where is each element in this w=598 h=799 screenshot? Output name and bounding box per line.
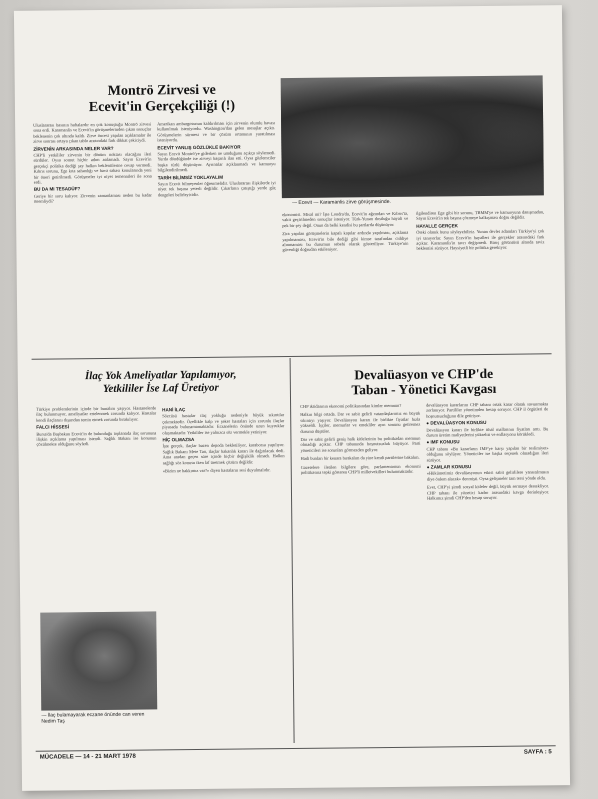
article3-subhead-1: ● DEVALÜASYON KONUSU <box>426 420 487 426</box>
article1-subhead-5: HAYALLE GERÇEK <box>416 223 459 229</box>
article-montro <box>28 49 551 354</box>
article3-headline-line2: Taban - Yönetici Kavgası <box>351 380 497 398</box>
article2-subhead-1: FALCI HİSSESİ <box>36 424 69 430</box>
article3-col2-text3: CHP tabanı «Bu kararların IMF'ye karşı yapılan bir teslimiyet» olduğunu söylüyor. Yöneticiler ise başka seçenek olmadığını ileri sürüyor. <box>426 445 549 463</box>
article1-photo <box>281 75 544 198</box>
article3-column-1 <box>300 403 423 738</box>
article3-col2-text5: Evet, CHP'yi şimdi sosyal kitleler değil, büyük sermaye destekliyor. CHP tabanı ile yönetici kadro arasındaki kavga derinleşiyor. Halkımız şimdi CHP'den hesap soruyor. <box>426 483 550 501</box>
article2-col2-text: Sözcüsü hastalar ilaç yokluğu nedeniyle büyük sıkıntılar çekmektedir. Özellikle kalp ve şeker hastaları için zorunlu ilaçlar piyasada bulunamamaktadır. Eczanelerin önünde uzun kuyruklar oluşmaktadır. Yetkililer ise yalnızca söz vermekle yetiniyor. <box>162 412 285 435</box>
article1-subhead-4: TARİH BİLİMSİZ YOKLAYALIM <box>157 174 224 181</box>
article3-col2-text4: «Hükümetimiz devalüasyonun etkisi sabit gelirlilere yansıtılmasın diye önlem alacak» denmişti. Oysa gelişmeler tam tersi yönde oldu. <box>426 469 549 482</box>
article1-headline-line2: Ecevit'in Gerçekçiliği (!) <box>88 98 236 116</box>
article1-subhead-3: ECEVİT YANLIŞ GÖZLÜKLE BAKIYOR <box>157 144 241 151</box>
article3-col1-text: CHP iktidarının ekonomi politikasından kimler memnun? <box>300 402 402 409</box>
article3-subhead-2: ● IMF KONUSU <box>426 439 460 446</box>
article3-col1-text3: Dar ve sabit gelirli geniş halk kitlelerinin bu politikadan memnun olmadığı açıktır. CHP tabanında hoşnutsuzluk büyüyor. Parti yöneticileri ise sorunları görmezden geliyor. <box>300 435 421 453</box>
article1-col4-text: ilgilendiren Ege gibi bir sorunu, TBMM'ye ve kamuoyuna danışmadan, Sayın Ecevit'in tek başına çözmeye kalkışması doğru değildir. <box>416 209 545 222</box>
article3-headline-line1: Devalüasyon ve CHP'de <box>354 365 494 383</box>
article3-subhead-3: ● ZAMLAR KONUSU <box>426 464 472 470</box>
article2-subhead-2: HANİ İLAÇ <box>162 407 186 413</box>
article2-col2-text3: «Bizim ne hakkımız var?» diyen hastaların sesi duyulmalıdır. <box>162 467 271 474</box>
article2-headline-line2: Yetkililer İse Laf Üretiyor <box>102 381 219 395</box>
article2-photo <box>40 611 157 710</box>
article2-col1-text: Türkiye problemlerinin içinde bir bunalım yaşıyor. Hastanelerde ilaç bulunmuyor, ameliyatlar ertelenmek zorunda kalıyor. Hastalar kendi ilaçlarını dışarıdan temin etmek zorunda bırakılıyor. <box>36 405 157 423</box>
article1-column-4 <box>416 209 545 348</box>
article1-col2-text3: Sayın Ecevit bilmeyenler öğrenmelidir. Uluslararası ilişkilerde iyi niyet tek başına yeterli değildir. Çıkarların çatıştığı yerde güç dengeleri belirleyicidir. <box>157 180 276 198</box>
article1-subhead-1: ZİRVENİN ARKASINDA NELER VAR? <box>33 145 114 152</box>
article1-col2-text: Amerikan ambargosunun kaldırılması için zirvenin olumlu havası kullanılmak isteniyordu. Washington'dan gelen mesajlar açıktı. Görüşmelerin sürmesi ve bir çözüm ortamının yaratılması isteniyordu. <box>157 120 276 143</box>
footer-masthead: MÜCADELE — 14 - 21 MART 1978 <box>39 753 136 761</box>
newspaper-page <box>14 5 570 791</box>
article-ilac <box>32 360 292 748</box>
article1-column-1 <box>33 121 153 350</box>
article1-col3-text2: Zira yapılan görüşmelerin kapalı kapılar ardında yapılması, açıklama yapılmaması, Ecevit'in bile dediği gibi kimse tarafından ciddiye alınmaması bu durumun sebebi olarak gösteriliyor. Türkiye'nin güvenliği doğrudan etkileniyor. <box>282 229 409 253</box>
article2-column-2 <box>162 404 287 735</box>
article1-col2-text2: Sayın Ecevit Montrö'ye giderken ne umduğunu açıkça söylemedi. Yurda döndüğünde ise zirveyi başarılı ilan etti. Oysa gözlemciler başka türlü düşünüyor. Ayrıntılar açıklanmadı ve kamuoyu bilgilendirilmedi. <box>157 150 276 173</box>
article3-headline-box <box>300 365 548 398</box>
article2-col1-text2: Bursa'da Başbakan Ecevit'in de bulunduğu toplantıda ilaç sorununa ilişkin açıklama yapılması istendi. Sağlık Bakanı ise konunun çözülmekte olduğunu söyledi. <box>36 430 157 448</box>
article2-subhead-3: HİÇ OLMAZSA <box>162 437 195 443</box>
article3-col1-text5: Gazetelere iletilen bilgilere göre, parlamentonun ekonomi politikasına tepki gösteren CHP'li milletvekilleri bulunmaktadır. <box>300 463 421 475</box>
article1-photo-caption: — Ecevit — Karamanlis zirve görüşmesinde. <box>291 198 391 206</box>
article2-headline-box <box>38 368 284 397</box>
article3-col2-text: devalüasyon kararlarını CHP tabanı ortak karar olarak savunmakta zorlanıyor. Partililer yönetimden hesap soruyor. CHP il örgütleri de hoşnutsuzluğunu dile getiriyor. <box>426 401 549 419</box>
article1-headline-box <box>47 82 277 116</box>
article1-headline-line1: Montrö Zirvesi ve <box>107 82 216 99</box>
article1-col1-text2: Geriye bir soru kalıyor. Zirvenin zamanlaması neden bu kadar önemliydi? <box>33 192 152 204</box>
article3-col2-text2: Devalüasyon kararı ile birlikte ithal mallarının fiyatları arttı. Bu durum üretim maliyetlerini yükseltti ve enflasyonu körükledi. <box>426 425 549 438</box>
article1-intro: Uluslararası basının haftalardır en çok konuştuğu Montrö zirvesi sona erdi. Karamanlis ve Ecevit'in görüşmelerinden çıkan sonuçlar beklenenin çok altında kaldı. Zirve öncesi yapılan açıklamalar ile zirve sonrası ortaya çıkan tablo arasındaki fark dikkat çekiciydi. <box>33 121 152 144</box>
article2-headline-line1: İlaç Yok Ameliyatlar Yapılamıyor, <box>84 368 237 383</box>
footer-page-number: SAYFA : 5 <box>523 749 552 756</box>
article1-col1-text: CHP'li yetkililer zirvenin bir dönüm noktası olacağını ileri sürdüler. Oysa somut hiçbir adım atılamadı. Sayın Ecevit'in gerçekçi politika dediği şey halkın beklentilerine cevap vermedi. Kıbrıs sorunu, Ege kıta sahanlığı ve hava sahası konularında yeni bir öneri getirilmedi. Görüşmeler iyi niyet temennileri ile sona erdi. <box>33 151 152 185</box>
article2-column-1 <box>36 405 158 616</box>
article1-col4-text2: Öteki olanık bunu söyleyebiliriz. Yunan devlet adamları Türkiye'yi çok iyi tanıyorlar. Sayın Ecevit'in hayalleri ile gerçekler arasındaki fark açıktır. Karamanlis'in tavrı değişmedi. Barış görüntüsü altında taviz beklentisi sürüyor. Haysiyetli bir politika gerekiyor. <box>416 228 545 252</box>
article3-col1-text2: Halkın bilgi ortada. Dar ve sabit gelirli vatandaşlarımız en büyük sıkıntıyı yaşıyor. Devalüasyon kararı ile birlikte fiyatlar hızla yükseldi. İşçiler, memurlar ve emekliler ayın sonunu getiremez duruma düştüler. <box>300 411 421 434</box>
article1-subhead-2: BU DA MI TESADÜF? <box>33 186 81 193</box>
article1-col3-text: ekonomisi. Misal mi? İşte Londra'da, Ecevit'in ağzından ve Kıbrıs'ta, vakit geçirilmeden sonuçlar isteniyor. Türk-Yunan dostluğu hayali ve pek bir şey değil. Onun da belki kendisi bu şartlarda düşünüyor. <box>282 210 409 228</box>
article3-column-2 <box>426 401 551 736</box>
article3-col1-text4: Hadi bunları bir kenara bırakalım da yine kendi partilerine bakalım. <box>300 454 420 462</box>
article2-col2-text2: İşte gerçek, ilaçlar bazen depoda bekletiliyor, karaborsa yapılıyor. Sağlık Bakanı Mete Tan, ilaçlar bakanlık kararı ile dağıtılacak dedi. Ama aradan geçen süre içinde hiçbir değişiklik olmadı. Halkın sağlığı söz konusu iken laf üretmek çözüm değildir. <box>162 442 285 466</box>
article-devaluasyon <box>296 357 556 745</box>
article2-photo-caption: — İlaç bulamayarak eczane önünde can veren Nedim Taş <box>41 711 145 725</box>
article1-column-3 <box>282 211 409 350</box>
article1-column-2 <box>157 120 277 349</box>
